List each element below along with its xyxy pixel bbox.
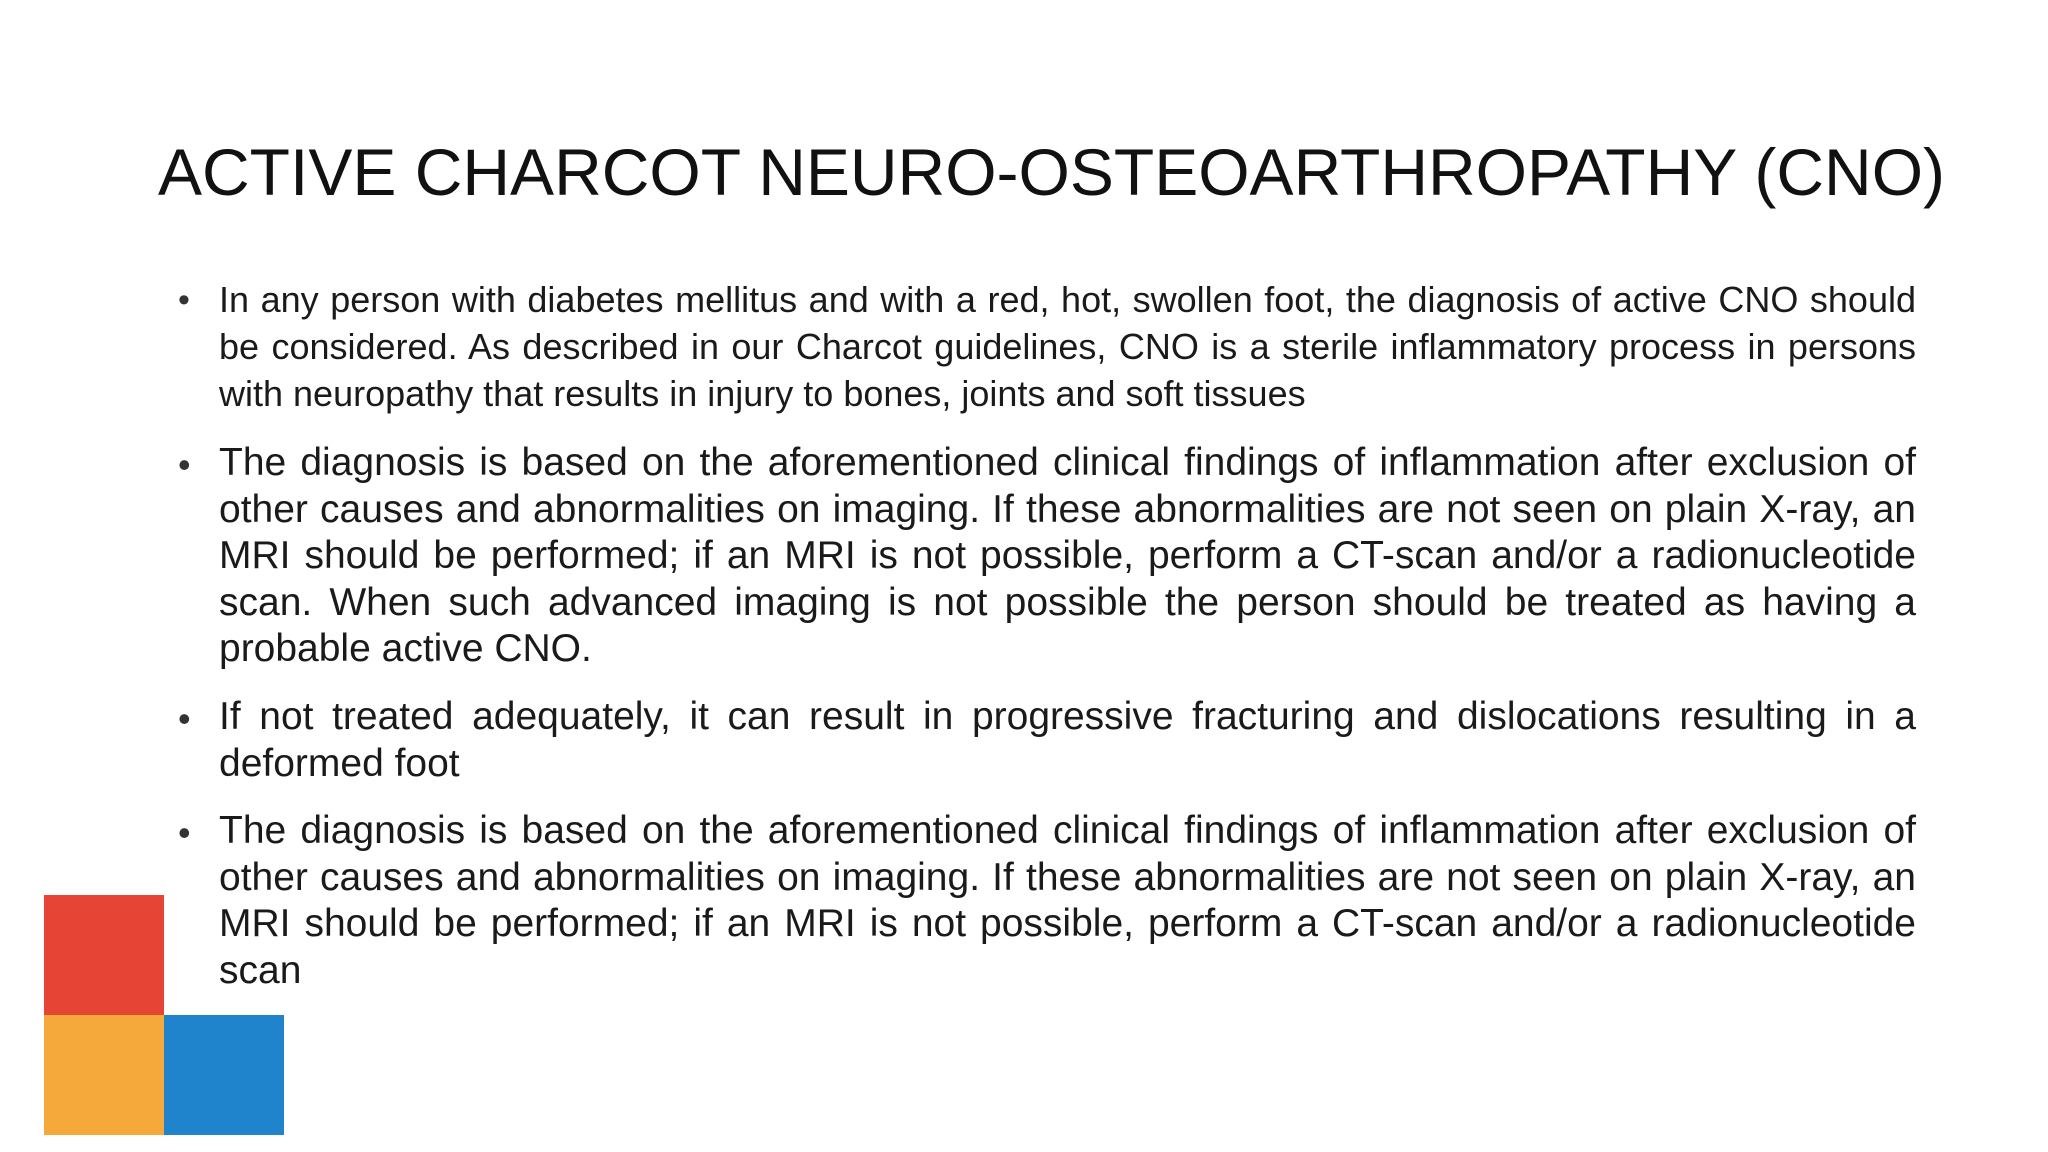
logo-orange-square (44, 1015, 164, 1135)
bullet-list (178, 276, 1916, 1016)
logo-red-square (44, 895, 164, 1015)
corner-logo (44, 895, 284, 1135)
bullet-item: • The diagnosis is based on the aforementioned clinical findings of inflammation after exclusion of other causes and abnormalities on imaging. If these abnormalities are not seen on plain X-ray, an MRI should be performed; if an MRI is not possible, perform a CT-scan and/or a radionucleotide scan (178, 808, 1916, 994)
logo-blue-square (164, 1015, 284, 1135)
slide-title: ACTIVE CHARCOT NEURO-OSTEOARTHROPATHY (CNO) (158, 135, 1946, 209)
bullet-item: • The diagnosis is based on the aforementioned clinical findings of inflammation after exclusion of other causes and abnormalities on imaging. If these abnormalities are not seen on plain X-ray, an MRI should be performed; if an MRI is not possible, perform a CT-scan and/or a radionucleotide scan. When such advanced imaging is not possible the person should be treated as having a probable active CNO. (178, 440, 1916, 673)
bullet-item: • If not treated adequately, it can result in progressive fracturing and dislocations resulting in a deformed foot (178, 694, 1916, 787)
bullet-item: • In any person with diabetes mellitus and with a red, hot, swollen foot, the diagnosis of active CNO should be considered. As described in our Charcot guidelines, CNO is a sterile inflammatory process in persons with neuropathy that results in injury to bones, joints and soft tissues (178, 276, 1916, 417)
